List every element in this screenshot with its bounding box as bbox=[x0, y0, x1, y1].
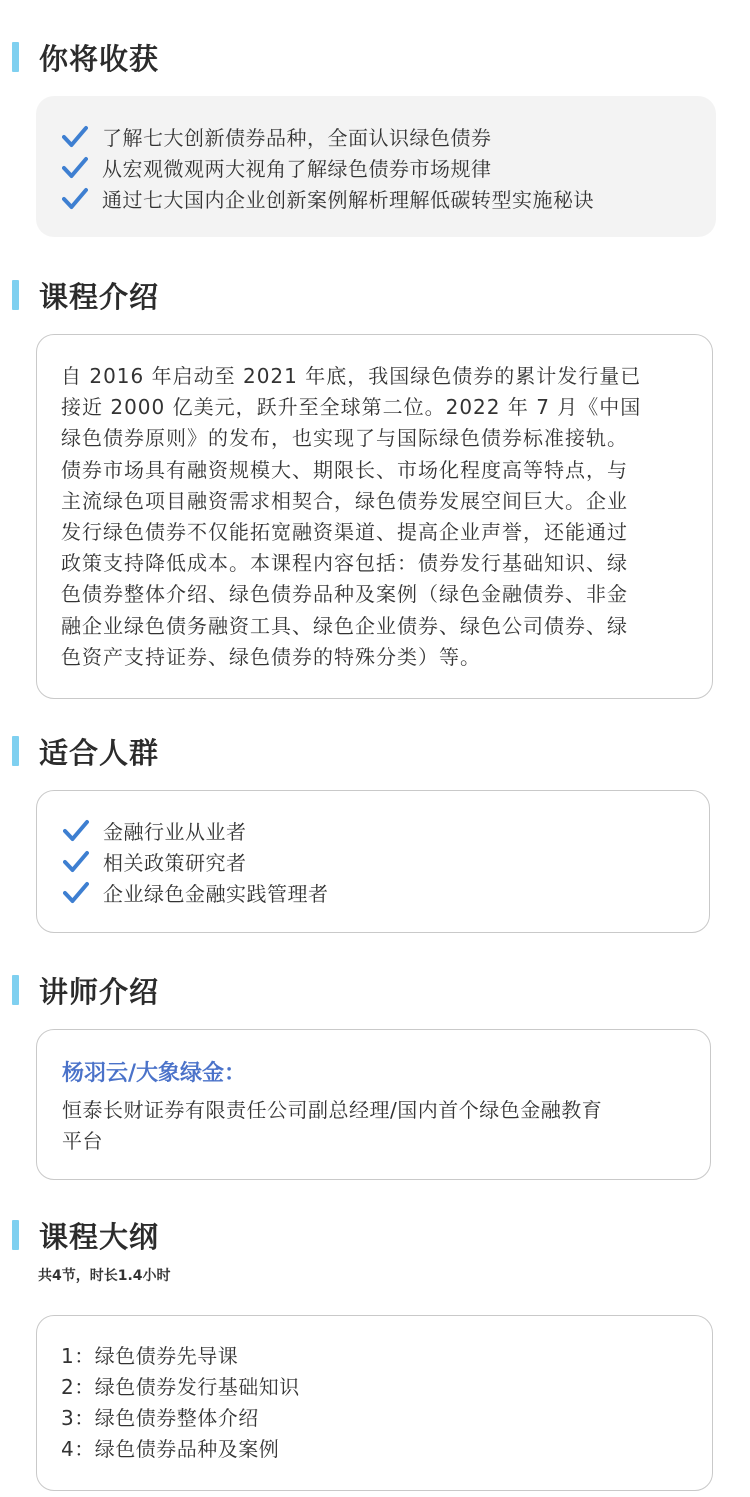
section-title-syllabus bbox=[12, 1218, 159, 1252]
teacher-name: 杨羽云/大象绿金： bbox=[62, 1061, 247, 1086]
list-item-text: 通过七大国内企业创新案例解析理解低碳转型实施秘诀 bbox=[102, 188, 594, 212]
list-item-text: 了解七大创新债券品种，全面认识绿色债券 bbox=[102, 126, 492, 150]
check-icon bbox=[63, 849, 89, 875]
gains-box bbox=[36, 96, 716, 237]
intro-line: 自 2016 年启动至 2021 年底，我国绿色债券的累计发行量已 bbox=[61, 364, 642, 388]
list-item bbox=[62, 183, 716, 214]
intro-line: 债券市场具有融资规模大、期限长、市场化程度高等特点，与 bbox=[61, 457, 628, 482]
syllabus-item[interactable]: 1：绿色债券先导课 bbox=[61, 1344, 239, 1368]
syllabus-summary: 共4节，时长1.4小时 bbox=[38, 1268, 171, 1284]
list-item bbox=[63, 877, 709, 908]
section-heading: 课程介绍 bbox=[39, 279, 160, 314]
section-heading: 课程大纲 bbox=[39, 1219, 160, 1254]
teacher-desc-line: 恒泰长财证券有限责任公司副总经理/国内首个绿色金融教育 bbox=[62, 1098, 603, 1122]
title-accent-bar bbox=[12, 280, 19, 310]
intro-line: 融企业绿色债务融资工具、绿色企业债券、绿色公司债券、绿 bbox=[61, 613, 628, 638]
list-item bbox=[63, 846, 709, 877]
intro-line: 主流绿色项目融资需求相契合，绿色债券发展空间巨大。企业 bbox=[61, 488, 628, 513]
title-accent-bar bbox=[12, 1220, 19, 1250]
teacher-description bbox=[62, 1095, 710, 1157]
intro-line: 色债券整体介绍、绿色债券品种及案例（绿色金融债券、非金 bbox=[61, 582, 628, 607]
title-accent-bar bbox=[12, 42, 19, 72]
syllabus-item[interactable]: 3：绿色债券整体介绍 bbox=[61, 1406, 259, 1430]
intro-box bbox=[36, 334, 713, 699]
title-accent-bar bbox=[12, 975, 19, 1005]
teacher-box bbox=[36, 1029, 711, 1180]
section-title-teacher bbox=[12, 973, 159, 1007]
check-icon bbox=[62, 186, 88, 212]
intro-line: 发行绿色债券不仅能拓宽融资渠道、提高企业声誉，还能通过 bbox=[61, 520, 628, 545]
title-accent-bar bbox=[12, 736, 19, 766]
check-icon bbox=[63, 880, 89, 906]
section-heading: 你将收获 bbox=[39, 41, 160, 76]
intro-line: 接近 2000 亿美元，跃升至全球第二位。2022 年 7 月《中国 bbox=[61, 395, 642, 420]
check-icon bbox=[63, 818, 89, 844]
intro-line: 绿色债券原则》的发布，也实现了与国际绿色债券标准接轨。 bbox=[61, 426, 628, 451]
audience-box bbox=[36, 790, 710, 933]
syllabus-box bbox=[36, 1315, 713, 1491]
section-heading: 讲师介绍 bbox=[39, 974, 160, 1009]
intro-line: 色资产支持证券、绿色债券的特殊分类）等。 bbox=[61, 644, 481, 669]
list-item bbox=[63, 815, 709, 846]
list-item bbox=[62, 121, 716, 152]
section-heading: 适合人群 bbox=[39, 735, 160, 770]
syllabus-item[interactable]: 2：绿色债券发行基础知识 bbox=[61, 1375, 300, 1399]
syllabus-item[interactable]: 4：绿色债券品种及案例 bbox=[61, 1437, 280, 1461]
check-icon bbox=[62, 124, 88, 150]
check-icon bbox=[62, 155, 88, 181]
section-title-audience bbox=[12, 734, 159, 768]
list-item bbox=[62, 152, 716, 183]
list-item-text: 从宏观微观两大视角了解绿色债券市场规律 bbox=[102, 157, 492, 181]
list-item-text: 相关政策研究者 bbox=[103, 851, 247, 875]
intro-paragraph bbox=[61, 361, 688, 673]
teacher-desc-line: 平台 bbox=[62, 1129, 103, 1153]
list-item-text: 企业绿色金融实践管理者 bbox=[103, 882, 329, 906]
list-item-text: 金融行业从业者 bbox=[103, 820, 247, 844]
section-title-intro bbox=[12, 278, 159, 312]
intro-line: 政策支持降低成本。本课程内容包括：债券发行基础知识、绿 bbox=[61, 551, 628, 576]
section-title-gains bbox=[12, 40, 159, 74]
